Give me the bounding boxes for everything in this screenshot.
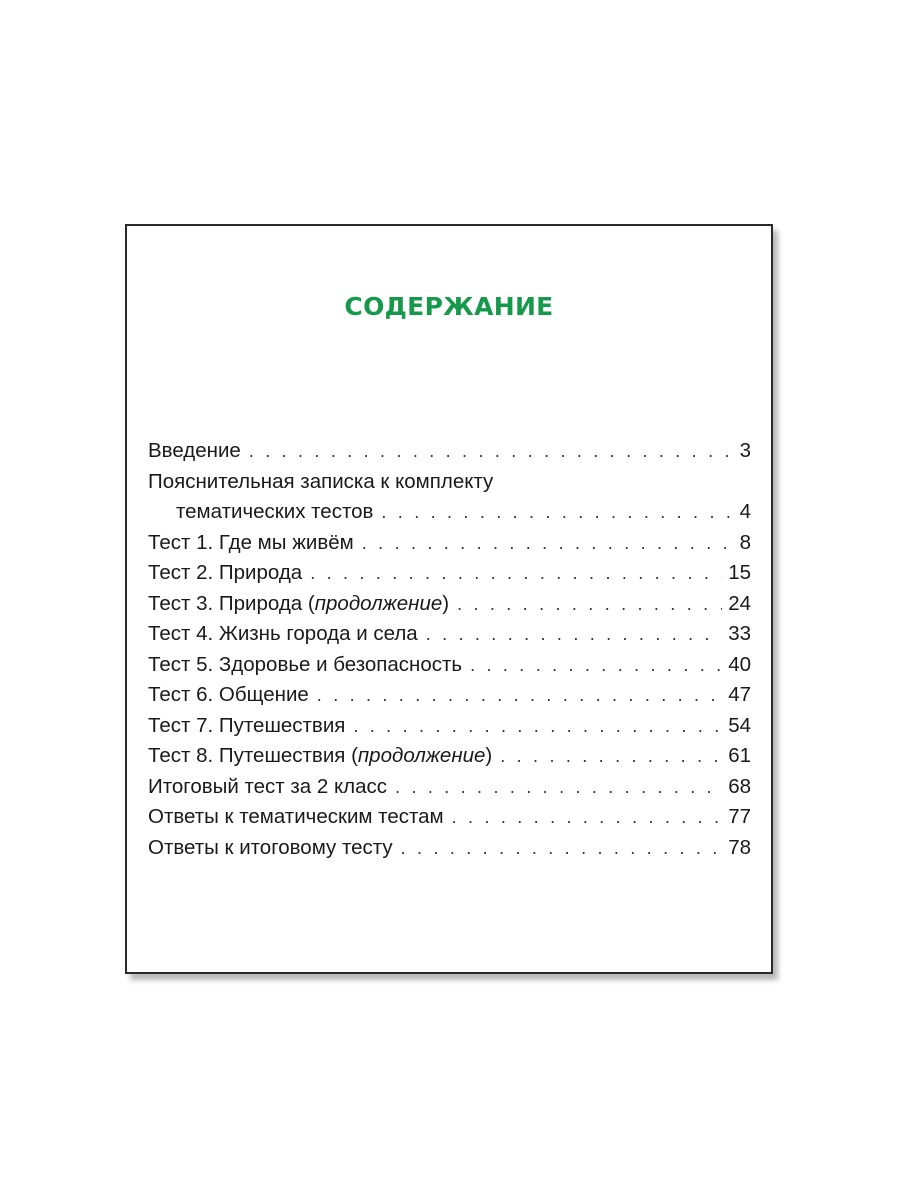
dot-leader — [500, 741, 722, 772]
dot-leader — [401, 833, 723, 864]
toc-entry-test-1[interactable] — [148, 528, 751, 559]
toc-page-number: 54 — [728, 713, 751, 737]
toc-entry-test-2[interactable] — [148, 558, 751, 589]
page-title: СОДЕРЖАНИЕ — [344, 292, 554, 321]
toc-entry-test-7[interactable] — [148, 711, 751, 742]
toc-entry-label: Ответы к итоговому тесту — [148, 835, 393, 859]
dot-leader — [362, 528, 731, 559]
toc-page-number: 8 — [739, 530, 751, 554]
dot-leader — [353, 711, 722, 742]
toc-entry-test-4[interactable] — [148, 619, 751, 650]
toc-entry-test-8[interactable] — [148, 741, 751, 772]
dot-leader — [317, 680, 722, 711]
dot-leader — [470, 650, 722, 681]
toc-entry-introduction[interactable] — [148, 436, 751, 467]
dot-leader — [457, 589, 722, 620]
toc-entry-label: Тест 6. Общение — [148, 683, 309, 706]
toc-entry-label: Тест 2. Природа — [148, 561, 303, 584]
contents-page — [125, 224, 773, 974]
toc-entry-label: Тест 4. Жизнь города и села — [148, 622, 418, 645]
toc-entry-label: Тест 1. Где мы живём — [148, 530, 354, 554]
toc-page-number: 77 — [728, 805, 751, 828]
table-of-contents — [148, 436, 751, 863]
dot-leader — [452, 802, 723, 833]
toc-page-number: 68 — [728, 774, 751, 798]
toc-entry-label: тематических тестов — [176, 500, 374, 523]
toc-page-number: 3 — [739, 439, 751, 462]
toc-entry-label: Пояснительная записка к комплекту — [148, 469, 494, 493]
toc-page-number: 61 — [728, 744, 751, 767]
toc-entry-explanatory-note-line2[interactable] — [148, 497, 751, 528]
dot-leader — [381, 497, 731, 528]
toc-entry-label: Тест 8. Путешествия (продолжение) — [148, 744, 493, 767]
toc-entry-test-3[interactable] — [148, 589, 751, 620]
toc-entry-explanatory-note-line1[interactable] — [148, 467, 751, 498]
toc-entry-label: Тест 3. Природа (продолжение) — [148, 591, 450, 615]
toc-entry-label: Тест 7. Путешествия — [148, 713, 346, 737]
toc-entry-label: Тест 5. Здоровье и безопасность — [148, 652, 463, 676]
dot-leader — [426, 619, 722, 650]
toc-entry-thematic-answers[interactable] — [148, 802, 751, 833]
toc-page-number: 78 — [728, 835, 751, 859]
toc-entry-label: Ответы к тематическим тестам — [148, 805, 444, 828]
toc-entry-label: Итоговый тест за 2 класс — [148, 774, 388, 798]
toc-page-number: 40 — [728, 652, 751, 676]
toc-entry-test-6[interactable] — [148, 680, 751, 711]
toc-page-number: 4 — [739, 500, 751, 523]
toc-page-number: 15 — [728, 561, 751, 584]
toc-entry-final-answers[interactable] — [148, 833, 751, 864]
toc-entry-label: Введение — [148, 439, 241, 462]
toc-page-number: 47 — [728, 683, 751, 706]
dot-leader — [249, 436, 731, 467]
dot-leader — [310, 558, 722, 589]
toc-entry-final-test[interactable] — [148, 772, 751, 803]
dot-leader — [395, 772, 722, 803]
toc-page-number: 24 — [728, 591, 751, 615]
toc-entry-test-5[interactable] — [148, 650, 751, 681]
toc-page-number: 33 — [728, 622, 751, 645]
